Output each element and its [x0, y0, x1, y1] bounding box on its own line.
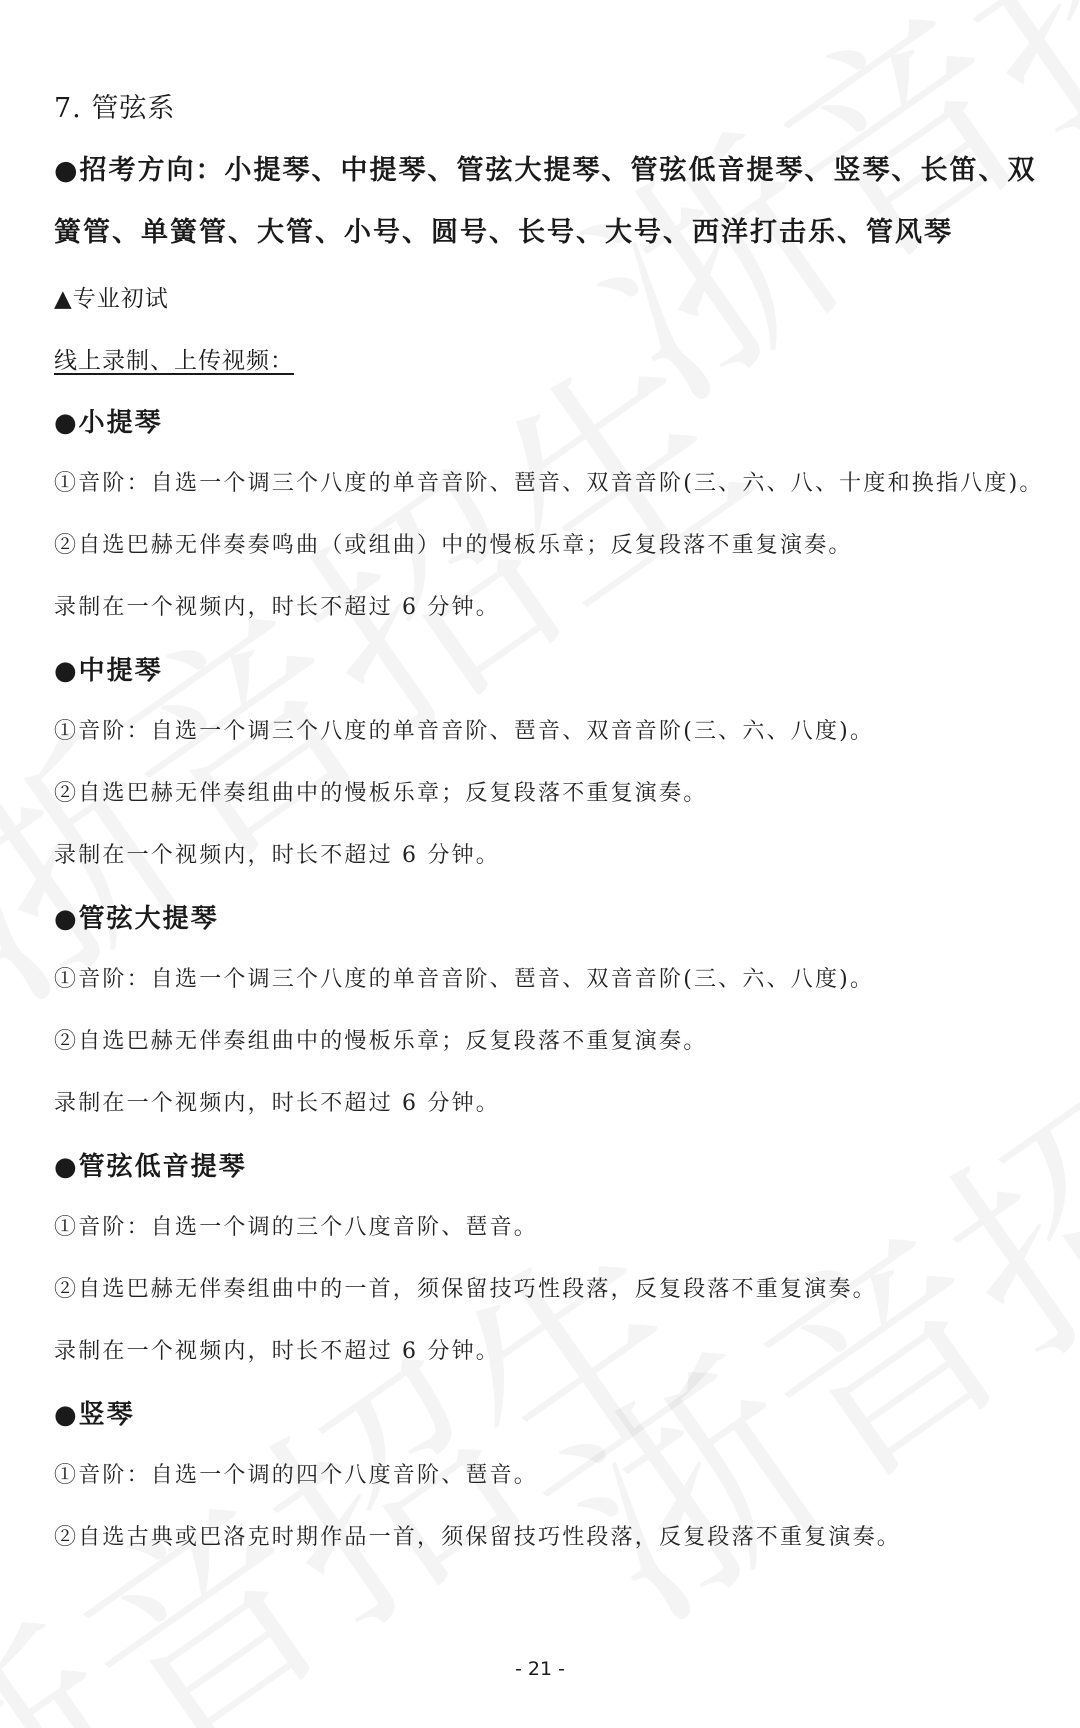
requirement-item: ②自选巴赫无伴奏奏鸣曲（或组曲）中的慢板乐章；反复段落不重复演奏。	[54, 533, 853, 558]
instrument-heading: ●管弦大提琴	[54, 904, 219, 934]
requirement-item: 录制在一个视频内，时长不超过 6 分钟。	[54, 1339, 500, 1364]
requirement-item: ①音阶：自选一个调的三个八度音阶、琶音。	[54, 1215, 539, 1240]
preliminary-exam-heading: ▲专业初试	[54, 286, 169, 312]
recruitment-direction-line-1: ●招考方向：小提琴、中提琴、管弦大提琴、管弦低音提琴、竖琴、长笛、双	[54, 155, 1037, 186]
instrument-heading: ●管弦低音提琴	[54, 1152, 247, 1182]
section-title: 7. 管弦系	[54, 93, 176, 124]
requirement-item: ①音阶：自选一个调的四个八度音阶、琶音。	[54, 1463, 539, 1488]
requirement-item: 录制在一个视频内，时长不超过 6 分钟。	[54, 843, 500, 868]
requirement-item: 录制在一个视频内，时长不超过 6 分钟。	[54, 1091, 500, 1116]
requirement-item: ②自选巴赫无伴奏组曲中的慢板乐章；反复段落不重复演奏。	[54, 1029, 708, 1054]
online-recording-heading: 线上录制、上传视频：	[54, 348, 294, 374]
page-number: - 21 -	[515, 1658, 565, 1680]
requirement-item: ②自选巴赫无伴奏组曲中的一首，须保留技巧性段落，反复段落不重复演奏。	[54, 1277, 877, 1302]
instrument-heading: ●竖琴	[54, 1400, 135, 1430]
recruitment-direction-line-2: 簧管、单簧管、大管、小号、圆号、长号、大号、西洋打击乐、管风琴	[54, 217, 953, 248]
requirement-item: ②自选古典或巴洛克时期作品一首，须保留技巧性段落，反复段落不重复演奏。	[54, 1525, 902, 1550]
requirement-item: ①音阶：自选一个调三个八度的单音音阶、琶音、双音音阶(三、六、八度)。	[54, 967, 875, 992]
instrument-heading: ●中提琴	[54, 656, 163, 686]
requirement-item: ②自选巴赫无伴奏组曲中的慢板乐章；反复段落不重复演奏。	[54, 781, 708, 806]
requirement-item: ①音阶：自选一个调三个八度的单音音阶、琶音、双音音阶(三、六、八度)。	[54, 719, 875, 744]
requirement-item: ①音阶：自选一个调三个八度的单音音阶、琶音、双音音阶(三、六、八、十度和换指八度)。	[54, 471, 1044, 496]
instrument-heading: ●小提琴	[54, 408, 163, 438]
requirement-item: 录制在一个视频内，时长不超过 6 分钟。	[54, 595, 500, 620]
